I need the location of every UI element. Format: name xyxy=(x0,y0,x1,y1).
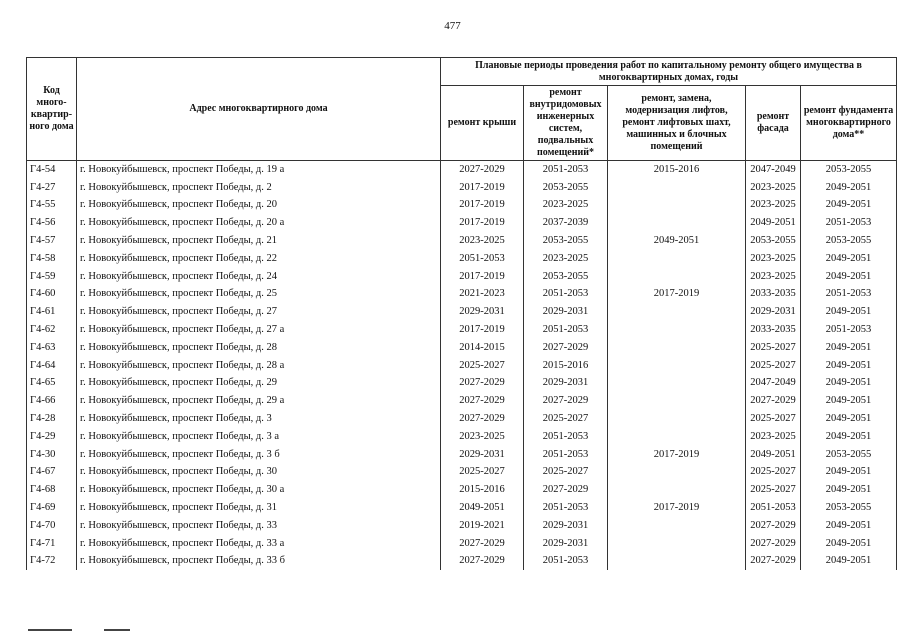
cell-engineering: 2025-2027 xyxy=(524,410,608,428)
table-row xyxy=(27,286,897,304)
table-row xyxy=(27,428,897,446)
cell-code: Г4-60 xyxy=(27,286,77,304)
cell-facade: 2023-2025 xyxy=(746,179,801,197)
cell-facade: 2053-2055 xyxy=(746,232,801,250)
cell-roof: 2027-2029 xyxy=(441,553,524,571)
cell-facade: 2047-2049 xyxy=(746,375,801,393)
table-row xyxy=(27,214,897,232)
cell-elevators xyxy=(608,517,746,535)
cell-roof: 2023-2025 xyxy=(441,232,524,250)
cell-engineering: 2051-2053 xyxy=(524,321,608,339)
table-row xyxy=(27,499,897,517)
table-row xyxy=(27,268,897,286)
table-row xyxy=(27,161,897,179)
cell-code: Г4-68 xyxy=(27,481,77,499)
cell-facade: 2027-2029 xyxy=(746,535,801,553)
cell-engineering: 2053-2055 xyxy=(524,232,608,250)
cell-facade: 2025-2027 xyxy=(746,410,801,428)
cell-elevators xyxy=(608,392,746,410)
cell-code: Г4-65 xyxy=(27,375,77,393)
cell-engineering: 2029-2031 xyxy=(524,375,608,393)
page-number: 477 xyxy=(444,20,461,32)
cell-elevators: 2049-2051 xyxy=(608,232,746,250)
cell-roof: 2027-2029 xyxy=(441,410,524,428)
cell-code: Г4-29 xyxy=(27,428,77,446)
cell-foundation: 2051-2053 xyxy=(801,286,897,304)
cell-facade: 2027-2029 xyxy=(746,553,801,571)
cell-code: Г4-59 xyxy=(27,268,77,286)
cell-foundation: 2049-2051 xyxy=(801,410,897,428)
table-row xyxy=(27,517,897,535)
cell-roof: 2017-2019 xyxy=(441,197,524,215)
cell-roof: 2029-2031 xyxy=(441,303,524,321)
cell-roof: 2017-2019 xyxy=(441,214,524,232)
cell-elevators xyxy=(608,339,746,357)
cell-facade: 2025-2027 xyxy=(746,464,801,482)
cell-engineering: 2037-2039 xyxy=(524,214,608,232)
cell-elevators xyxy=(608,197,746,215)
cell-roof: 2027-2029 xyxy=(441,375,524,393)
cell-foundation: 2049-2051 xyxy=(801,428,897,446)
cell-engineering: 2051-2053 xyxy=(524,286,608,304)
cell-address: г. Новокуйбышевск, проспект Победы, д. 25 xyxy=(77,286,441,304)
cell-facade: 2047-2049 xyxy=(746,161,801,179)
cell-roof: 2019-2021 xyxy=(441,517,524,535)
cell-facade: 2027-2029 xyxy=(746,517,801,535)
table-row xyxy=(27,481,897,499)
cell-elevators xyxy=(608,410,746,428)
cell-roof: 2017-2019 xyxy=(441,321,524,339)
cell-code: Г4-57 xyxy=(27,232,77,250)
cell-address: г. Новокуйбышевск, проспект Победы, д. 29 xyxy=(77,375,441,393)
cell-foundation: 2049-2051 xyxy=(801,392,897,410)
cell-address: г. Новокуйбышевск, проспект Победы, д. 28 а xyxy=(77,357,441,375)
cell-roof: 2017-2019 xyxy=(441,268,524,286)
cell-engineering: 2051-2053 xyxy=(524,446,608,464)
cell-engineering: 2053-2055 xyxy=(524,268,608,286)
cell-code: Г4-56 xyxy=(27,214,77,232)
cell-roof: 2025-2027 xyxy=(441,357,524,375)
cell-roof: 2021-2023 xyxy=(441,286,524,304)
cell-elevators xyxy=(608,553,746,571)
cell-foundation: 2049-2051 xyxy=(801,464,897,482)
cell-roof: 2027-2029 xyxy=(441,535,524,553)
table-row xyxy=(27,321,897,339)
header-periods-group: Плановые периоды проведения работ по капитальному ремонту общего имущества в многоквартирных домах, годы xyxy=(441,58,897,86)
cell-facade: 2023-2025 xyxy=(746,268,801,286)
cell-facade: 2029-2031 xyxy=(746,303,801,321)
cell-code: Г4-28 xyxy=(27,410,77,428)
cell-elevators: 2015-2016 xyxy=(608,161,746,179)
cell-foundation: 2051-2053 xyxy=(801,321,897,339)
cell-code: Г4-66 xyxy=(27,392,77,410)
header-roof: ремонт крыши xyxy=(441,86,524,161)
cell-facade: 2023-2025 xyxy=(746,250,801,268)
cell-engineering: 2051-2053 xyxy=(524,161,608,179)
cell-address: г. Новокуйбышевск, проспект Победы, д. 29 а xyxy=(77,392,441,410)
cell-facade: 2025-2027 xyxy=(746,357,801,375)
cell-code: Г4-71 xyxy=(27,535,77,553)
cell-engineering: 2023-2025 xyxy=(524,250,608,268)
header-foundation: ремонт фундамента многоквартирного дома** xyxy=(801,86,897,161)
cell-elevators xyxy=(608,464,746,482)
cell-address: г. Новокуйбышевск, проспект Победы, д. 33 а xyxy=(77,535,441,553)
cell-foundation: 2049-2051 xyxy=(801,375,897,393)
cell-code: Г4-61 xyxy=(27,303,77,321)
cell-elevators xyxy=(608,357,746,375)
scan-edge-mark xyxy=(104,629,130,631)
cell-foundation: 2053-2055 xyxy=(801,232,897,250)
cell-address: г. Новокуйбышевск, проспект Победы, д. 20 а xyxy=(77,214,441,232)
cell-facade: 2049-2051 xyxy=(746,446,801,464)
cell-foundation: 2049-2051 xyxy=(801,339,897,357)
cell-elevators xyxy=(608,321,746,339)
cell-foundation: 2049-2051 xyxy=(801,481,897,499)
cell-code: Г4-64 xyxy=(27,357,77,375)
cell-address: г. Новокуйбышевск, проспект Победы, д. 2 xyxy=(77,179,441,197)
cell-code: Г4-62 xyxy=(27,321,77,339)
cell-code: Г4-72 xyxy=(27,553,77,571)
cell-roof: 2051-2053 xyxy=(441,250,524,268)
table-row xyxy=(27,410,897,428)
cell-foundation: 2049-2051 xyxy=(801,303,897,321)
cell-address: г. Новокуйбышевск, проспект Победы, д. 3 б xyxy=(77,446,441,464)
table-row xyxy=(27,446,897,464)
table-row xyxy=(27,392,897,410)
cell-facade: 2027-2029 xyxy=(746,392,801,410)
cell-engineering: 2027-2029 xyxy=(524,339,608,357)
cell-facade: 2023-2025 xyxy=(746,428,801,446)
cell-elevators xyxy=(608,250,746,268)
scan-edge-mark xyxy=(28,629,72,631)
cell-facade: 2025-2027 xyxy=(746,339,801,357)
table-row xyxy=(27,303,897,321)
cell-code: Г4-63 xyxy=(27,339,77,357)
cell-elevators: 2017-2019 xyxy=(608,446,746,464)
cell-code: Г4-55 xyxy=(27,197,77,215)
cell-facade: 2025-2027 xyxy=(746,481,801,499)
cell-code: Г4-27 xyxy=(27,179,77,197)
cell-code: Г4-67 xyxy=(27,464,77,482)
cell-engineering: 2029-2031 xyxy=(524,303,608,321)
cell-engineering: 2029-2031 xyxy=(524,517,608,535)
cell-engineering: 2015-2016 xyxy=(524,357,608,375)
cell-address: г. Новокуйбышевск, проспект Победы, д. 30 xyxy=(77,464,441,482)
cell-facade: 2033-2035 xyxy=(746,286,801,304)
cell-foundation: 2049-2051 xyxy=(801,517,897,535)
header-facade: ремонт фасада xyxy=(746,86,801,161)
cell-elevators xyxy=(608,375,746,393)
cell-address: г. Новокуйбышевск, проспект Победы, д. 27 а xyxy=(77,321,441,339)
cell-code: Г4-69 xyxy=(27,499,77,517)
cell-elevators: 2017-2019 xyxy=(608,499,746,517)
header-elevators: ремонт, замена, модернизация лифтов, ремонт лифтовых шахт, машинных и блочных помещений xyxy=(608,86,746,161)
cell-roof: 2017-2019 xyxy=(441,179,524,197)
cell-elevators xyxy=(608,268,746,286)
table-body xyxy=(27,161,897,571)
cell-address: г. Новокуйбышевск, проспект Победы, д. 28 xyxy=(77,339,441,357)
cell-elevators xyxy=(608,481,746,499)
cell-roof: 2049-2051 xyxy=(441,499,524,517)
cell-address: г. Новокуйбышевск, проспект Победы, д. 30 а xyxy=(77,481,441,499)
cell-elevators xyxy=(608,214,746,232)
cell-address: г. Новокуйбышевск, проспект Победы, д. 33 xyxy=(77,517,441,535)
cell-foundation: 2049-2051 xyxy=(801,179,897,197)
cell-facade: 2051-2053 xyxy=(746,499,801,517)
cell-foundation: 2049-2051 xyxy=(801,357,897,375)
cell-foundation: 2049-2051 xyxy=(801,553,897,571)
cell-address: г. Новокуйбышевск, проспект Победы, д. 3 а xyxy=(77,428,441,446)
cell-roof: 2029-2031 xyxy=(441,446,524,464)
cell-code: Г4-54 xyxy=(27,161,77,179)
cell-engineering: 2025-2027 xyxy=(524,464,608,482)
cell-code: Г4-70 xyxy=(27,517,77,535)
cell-engineering: 2053-2055 xyxy=(524,179,608,197)
cell-engineering: 2027-2029 xyxy=(524,392,608,410)
cell-roof: 2014-2015 xyxy=(441,339,524,357)
header-engineering: ремонт внутридомовых инженерных систем, подвальных помещений* xyxy=(524,86,608,161)
table-row xyxy=(27,464,897,482)
cell-address: г. Новокуйбышевск, проспект Победы, д. 21 xyxy=(77,232,441,250)
table-row xyxy=(27,553,897,571)
cell-facade: 2033-2035 xyxy=(746,321,801,339)
table-row xyxy=(27,535,897,553)
cell-elevators: 2017-2019 xyxy=(608,286,746,304)
cell-engineering: 2023-2025 xyxy=(524,197,608,215)
cell-address: г. Новокуйбышевск, проспект Победы, д. 3 xyxy=(77,410,441,428)
header-address: Адрес многоквартирного дома xyxy=(77,58,441,161)
cell-address: г. Новокуйбышевск, проспект Победы, д. 33 б xyxy=(77,553,441,571)
table-row xyxy=(27,339,897,357)
cell-elevators xyxy=(608,303,746,321)
cell-roof: 2023-2025 xyxy=(441,428,524,446)
cell-roof: 2015-2016 xyxy=(441,481,524,499)
cell-elevators xyxy=(608,428,746,446)
cell-code: Г4-30 xyxy=(27,446,77,464)
cell-address: г. Новокуйбышевск, проспект Победы, д. 31 xyxy=(77,499,441,517)
table-header xyxy=(27,58,897,161)
cell-roof: 2027-2029 xyxy=(441,161,524,179)
cell-foundation: 2053-2055 xyxy=(801,499,897,517)
cell-engineering: 2051-2053 xyxy=(524,428,608,446)
cell-address: г. Новокуйбышевск, проспект Победы, д. 19 а xyxy=(77,161,441,179)
cell-foundation: 2049-2051 xyxy=(801,250,897,268)
cell-foundation: 2049-2051 xyxy=(801,268,897,286)
cell-address: г. Новокуйбышевск, проспект Победы, д. 27 xyxy=(77,303,441,321)
cell-address: г. Новокуйбышевск, проспект Победы, д. 20 xyxy=(77,197,441,215)
table-row xyxy=(27,375,897,393)
table-row xyxy=(27,250,897,268)
cell-foundation: 2049-2051 xyxy=(801,197,897,215)
cell-roof: 2025-2027 xyxy=(441,464,524,482)
cell-engineering: 2027-2029 xyxy=(524,481,608,499)
cell-roof: 2027-2029 xyxy=(441,392,524,410)
table-row xyxy=(27,179,897,197)
table-row xyxy=(27,197,897,215)
cell-elevators xyxy=(608,179,746,197)
cell-code: Г4-58 xyxy=(27,250,77,268)
cell-foundation: 2049-2051 xyxy=(801,535,897,553)
cell-facade: 2049-2051 xyxy=(746,214,801,232)
cell-address: г. Новокуйбышевск, проспект Победы, д. 24 xyxy=(77,268,441,286)
cell-foundation: 2053-2055 xyxy=(801,161,897,179)
table-row xyxy=(27,232,897,250)
cell-engineering: 2029-2031 xyxy=(524,535,608,553)
cell-foundation: 2053-2055 xyxy=(801,446,897,464)
cell-address: г. Новокуйбышевск, проспект Победы, д. 22 xyxy=(77,250,441,268)
table-row xyxy=(27,357,897,375)
header-code: Код много-квартир-ного дома xyxy=(27,58,77,161)
cell-engineering: 2051-2053 xyxy=(524,499,608,517)
cell-engineering: 2051-2053 xyxy=(524,553,608,571)
capital-repair-table-container xyxy=(26,57,896,570)
cell-foundation: 2051-2053 xyxy=(801,214,897,232)
cell-facade: 2023-2025 xyxy=(746,197,801,215)
cell-elevators xyxy=(608,535,746,553)
capital-repair-table xyxy=(26,57,897,570)
